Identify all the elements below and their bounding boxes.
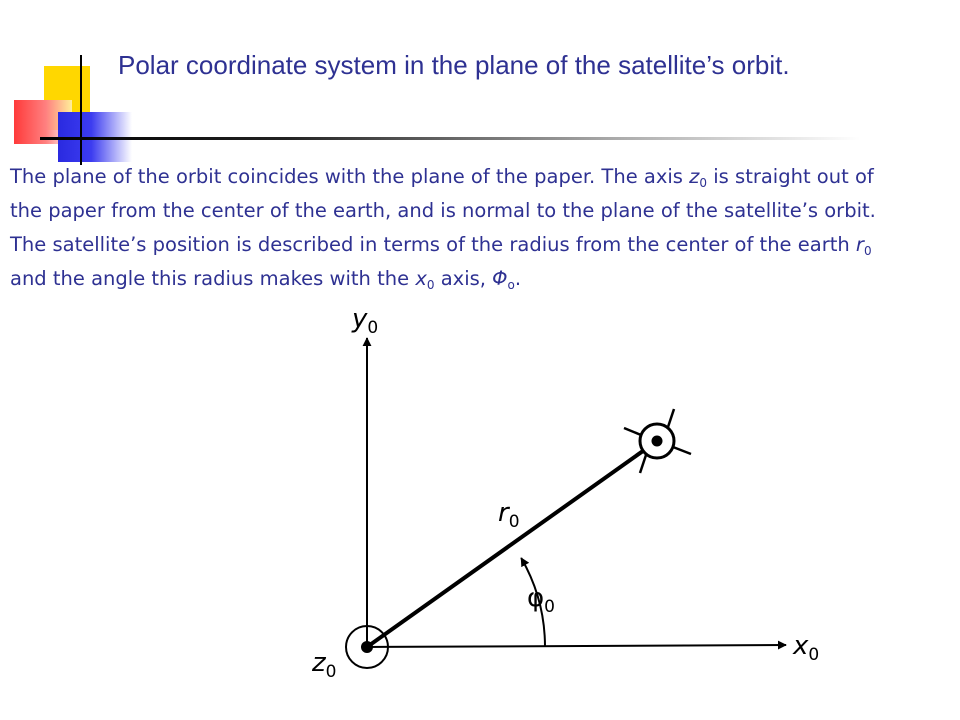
radius-label: $r_0$ xyxy=(498,498,520,532)
y-axis-label: $y_0$ xyxy=(352,304,379,338)
angle-label: $\varphi_0$ xyxy=(527,583,555,617)
slide-title: Polar coordinate system in the plane of the satellite’s orbit. xyxy=(118,50,790,80)
x-axis-label: $x_0$ xyxy=(793,631,820,665)
description-paragraph: The plane of the orbit coincides with the plane of the paper. The axis $z_0$ is straight out of the paper from the center of the earth, and is normal to the plane of the satellite’s orbit. The satellite’s position is described in terms of the radius from the center of the earth $r_0$ and the angle this radius makes with the $x_0$ axis, $\Phi_o$. xyxy=(10,165,876,292)
x-axis-line xyxy=(367,645,786,647)
z-axis-label: $z_0$ xyxy=(312,648,337,682)
radius-line xyxy=(367,441,657,647)
satellite-icon xyxy=(624,409,691,473)
